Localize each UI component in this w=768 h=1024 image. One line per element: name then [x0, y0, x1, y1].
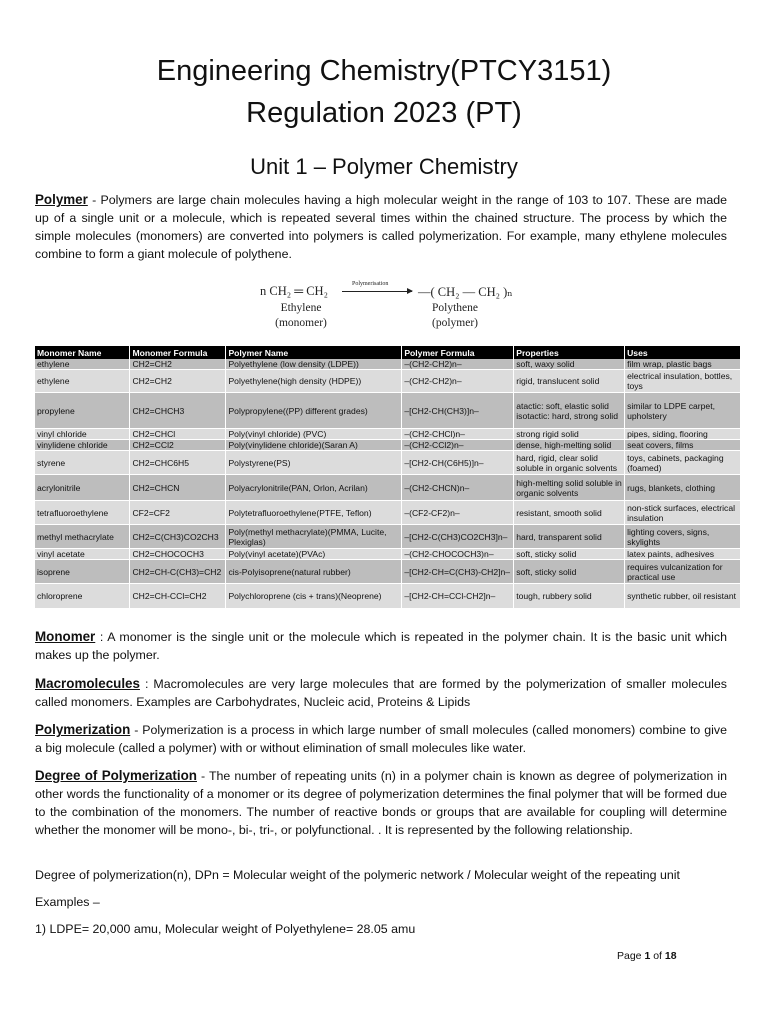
table-cell: Poly(vinyl chloride) (PVC)	[226, 429, 402, 440]
table-row	[35, 584, 741, 609]
table-cell: methyl methacrylate	[35, 525, 130, 549]
table-cell: CH2=CH2	[130, 359, 226, 370]
degree-paragraph	[35, 767, 727, 839]
table-row	[35, 525, 741, 549]
table-cell: dense, high-melting solid	[514, 440, 625, 451]
table-cell: CH2=CH-C(CH3)=CH2	[130, 560, 226, 584]
table-cell: –(CH2-CH2)n–	[402, 359, 514, 370]
table-cell: Poly(methyl methacrylate)(PMMA, Lucite, Plexiglas)	[226, 525, 402, 549]
table-cell: toys, cabinets, packaging (foamed)	[625, 451, 741, 475]
table-cell: soft, sticky solid	[514, 549, 625, 560]
table-cell: hard, rigid, clear solid soluble in organic solvents	[514, 451, 625, 475]
table-row	[35, 549, 741, 560]
table-cell: –(CF2-CF2)n–	[402, 501, 514, 525]
table-cell: electrical insulation, bottles, toys	[625, 370, 741, 393]
table-cell: CH2=C(CH3)CO2CH3	[130, 525, 226, 549]
table-cell: ethylene	[35, 370, 130, 393]
reactant-name: Ethylene	[280, 302, 322, 314]
dp-formula-line: Degree of polymerization(n), DPn = Molecular weight of the polymeric network / Molecular weight of the repeating unit	[35, 868, 680, 882]
table-cell: strong rigid solid	[514, 429, 625, 440]
table-cell: –[CH2-CH(C6H5)]n–	[402, 451, 514, 475]
table-cell: cis-Polyisoprene(natural rubber)	[226, 560, 402, 584]
product-name: Polythene	[432, 302, 478, 314]
table-cell: –[CH2-C(CH3)CO2CH3]n–	[402, 525, 514, 549]
reactant-role: (monomer)	[275, 317, 327, 329]
monomer-paragraph	[35, 628, 727, 664]
table-cell: chloroprene	[35, 584, 130, 609]
macromolecules-definition: : Macromolecules are very large molecules that are formed by the polymerization of smaller molecules called monomers. Examples are Carbohydrates, Nucleic acid, Proteins & Lipids	[35, 677, 727, 709]
table-cell: –[CH2-CH=CCl-CH2]n–	[402, 584, 514, 609]
header-polymer-formula: Polymer Formula	[402, 346, 514, 359]
table-row	[35, 440, 741, 451]
polymer-term: Polymer	[35, 192, 88, 207]
document-title-line2: Regulation 2023 (PT)	[246, 97, 522, 129]
header-monomer-formula: Monomer Formula	[130, 346, 226, 359]
reaction-arrow-icon	[342, 291, 412, 292]
table-cell: styrene	[35, 451, 130, 475]
reaction-product: —( CH₂ — CH₂ )ₙ	[418, 285, 513, 299]
macromolecules-term: Macromolecules	[35, 676, 140, 691]
table-row	[35, 451, 741, 475]
document-title-line1: Engineering Chemistry(PTCY3151)	[156, 55, 612, 87]
polymer-paragraph	[35, 191, 727, 263]
table-cell: CH2=CH-CCl=CH2	[130, 584, 226, 609]
table-row	[35, 393, 741, 429]
table-cell: CH2=CH2	[130, 370, 226, 393]
table-cell: vinyl chloride	[35, 429, 130, 440]
table-cell: rigid, translucent solid	[514, 370, 625, 393]
table-header-row	[35, 346, 741, 359]
table-row	[35, 560, 741, 584]
table-cell: tough, rubbery solid	[514, 584, 625, 609]
macromolecules-paragraph	[35, 675, 727, 711]
degree-term: Degree of Polymerization	[35, 768, 197, 783]
polymerization-reaction-figure	[258, 282, 518, 334]
table-cell: Poly(vinyl acetate)(PVAc)	[226, 549, 402, 560]
degree-definition: - The number of repeating units (n) in a polymer chain is known as degree of polymerization in other words the functionality of a monomer or its degree of polymerization determines the final polymer that will be formed due to the combination of the monomers. The number of reactive bonds or groups that are available for coupling will determine whether the monomer will be mono-, bi-, tri-, or polyfunctional. . It is represented by the following relationship.	[35, 769, 727, 837]
examples-label: Examples –	[35, 895, 100, 909]
table-cell: vinylidene chloride	[35, 440, 130, 451]
table-cell: latex paints, adhesives	[625, 549, 741, 560]
table-cell: non-stick surfaces, electrical insulation	[625, 501, 741, 525]
polymer-table	[35, 346, 741, 609]
header-properties: Properties	[514, 346, 625, 359]
product-role: (polymer)	[432, 317, 478, 329]
table-cell: atactic: soft, elastic solid isotactic: hard, strong solid	[514, 393, 625, 429]
table-cell: soft, sticky solid	[514, 560, 625, 584]
table-cell: lighting covers, signs, skylights	[625, 525, 741, 549]
monomer-definition: : A monomer is the single unit or the molecule which is repeated in the polymer chain. It is the basic unit which makes up the polymer.	[35, 630, 727, 662]
reaction-reactant: n CH₂ ═ CH₂	[260, 284, 328, 298]
table-cell: CH2=CHCl	[130, 429, 226, 440]
table-cell: Polyethylene(high density (HDPE))	[226, 370, 402, 393]
table-row	[35, 359, 741, 370]
table-cell: Poly(vinylidene chloride)(Saran A)	[226, 440, 402, 451]
table-cell: –(CH2-CH2)n–	[402, 370, 514, 393]
reaction-arrow-label: Polymerisation	[352, 281, 389, 287]
table-cell: high-melting solid soluble in organic solvents	[514, 475, 625, 501]
table-cell: ethylene	[35, 359, 130, 370]
table-cell: film wrap, plastic bags	[625, 359, 741, 370]
table-cell: CH2=CHOCOCH3	[130, 549, 226, 560]
table-cell: rugs, blankets, clothing	[625, 475, 741, 501]
table-cell: soft, waxy solid	[514, 359, 625, 370]
table-cell: synthetic rubber, oil resistant	[625, 584, 741, 609]
page-number	[617, 950, 677, 962]
table-cell: isoprene	[35, 560, 130, 584]
table-cell: seat covers, films	[625, 440, 741, 451]
table-cell: CH2=CHC6H5	[130, 451, 226, 475]
table-cell: –[CH2-CH=C(CH3)-CH2]n–	[402, 560, 514, 584]
polymerization-term: Polymerization	[35, 722, 131, 737]
table-cell: Polyacrylonitrile(PAN, Orlon, Acrilan)	[226, 475, 402, 501]
table-cell: CF2=CF2	[130, 501, 226, 525]
table-cell: –(CH2-CCl2)n–	[402, 440, 514, 451]
table-cell: tetrafluoroethylene	[35, 501, 130, 525]
table-row	[35, 429, 741, 440]
table-cell: –[CH2-CH(CH3)]n–	[402, 393, 514, 429]
table-cell: hard, transparent solid	[514, 525, 625, 549]
header-polymer-name: Polymer Name	[226, 346, 402, 359]
table-cell: requires vulcanization for practical use	[625, 560, 741, 584]
header-uses: Uses	[625, 346, 741, 359]
table-cell: CH2=CHCN	[130, 475, 226, 501]
polymer-definition: - Polymers are large chain molecules having a high molecular weight in the range of 103 to 107. These are made up of a single unit or a molecule, which is repeated several times within the chained structure. The process by which the simple molecules (monomers) are converted into polymers is called polymerization. For example, many ethylene molecules combine to form a giant molecule of polythene.	[35, 193, 727, 261]
table-row	[35, 370, 741, 393]
table-row	[35, 501, 741, 525]
page-total: 18	[664, 950, 677, 962]
table-cell: pipes, siding, flooring	[625, 429, 741, 440]
unit-heading: Unit 1 – Polymer Chemistry	[250, 154, 518, 179]
table-cell: similar to LDPE carpet, upholstery	[625, 393, 741, 429]
table-cell: Polychloroprene (cis + trans)(Neoprene)	[226, 584, 402, 609]
polymerization-definition: - Polymerization is a process in which large number of small molecules (called monomers) combine to give a big molecule (called a polymer) with or without elimination of small molecules like water.	[35, 723, 727, 755]
table-cell: –(CH2-CHOCOCH3)n–	[402, 549, 514, 560]
page-word: Page	[617, 950, 645, 962]
polymerization-paragraph	[35, 721, 727, 757]
table-cell: –(CH2-CHCN)n–	[402, 475, 514, 501]
page-of-word: of	[650, 950, 665, 962]
header-monomer-name: Monomer Name	[35, 346, 130, 359]
table-row	[35, 475, 741, 501]
table-cell: resistant, smooth solid	[514, 501, 625, 525]
table-cell: Polytetrafluoroethylene(PTFE, Teflon)	[226, 501, 402, 525]
monomer-term: Monomer	[35, 629, 96, 644]
table-cell: Polystyrene(PS)	[226, 451, 402, 475]
table-cell: propylene	[35, 393, 130, 429]
table-cell: –(CH2-CHCl)n–	[402, 429, 514, 440]
example-1: 1) LDPE= 20,000 amu, Molecular weight of Polyethylene= 28.05 amu	[35, 922, 416, 936]
page-current: 1	[644, 950, 651, 962]
table-cell: CH2=CCl2	[130, 440, 226, 451]
table-cell: acrylonitrile	[35, 475, 130, 501]
table-cell: Polypropylene((PP) different grades)	[226, 393, 402, 429]
table-cell: vinyl acetate	[35, 549, 130, 560]
table-cell: Polyethylene (low density (LDPE))	[226, 359, 402, 370]
table-cell: CH2=CHCH3	[130, 393, 226, 429]
